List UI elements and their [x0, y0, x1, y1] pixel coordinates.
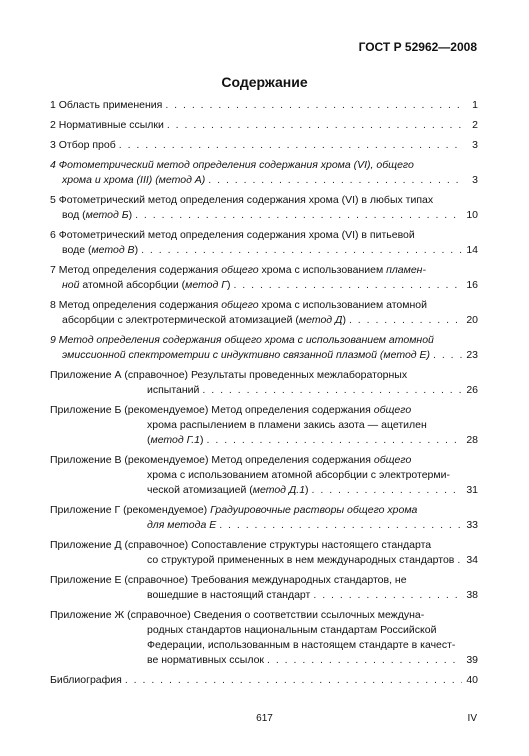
- toc-entry-line: [50, 503, 478, 518]
- toc-text-segment: 8 Метод определения содержания: [50, 299, 222, 311]
- toc-text-segment: Градуировочные растворы общего хрома: [210, 504, 418, 516]
- toc-text-segment: 4 Фотометрический метод определения содержания хрома (VI), общего: [50, 159, 414, 171]
- toc-entry-text: [50, 193, 433, 208]
- toc-text-segment: атомной абсорбции (: [79, 279, 186, 291]
- toc-text-segment: хрома и хрома (III) (метод А): [62, 174, 206, 186]
- toc-entry-line: [50, 348, 478, 363]
- toc-entry-text: [50, 503, 417, 518]
- toc-text-segment: метод Б: [85, 209, 129, 221]
- toc-entry-line: [50, 418, 478, 433]
- toc-entry-text: [50, 433, 204, 448]
- toc-entry-text: [50, 298, 427, 313]
- toc-entry[interactable]: [50, 503, 478, 533]
- toc-text-segment: ): [342, 314, 346, 326]
- toc-entry[interactable]: [50, 403, 478, 448]
- toc-text-segment: метод Д: [298, 314, 343, 326]
- toc-entry-text: [50, 553, 454, 568]
- toc-entry-text: [50, 368, 407, 383]
- toc-entry-text: [50, 278, 230, 293]
- toc-text-segment: родных стандартов национальным стандартам Российской: [147, 624, 437, 636]
- toc-entry-text: [50, 638, 455, 653]
- toc-text-segment: Приложение В (рекомендуемое) Метод определения содержания: [50, 454, 374, 466]
- toc-entry-line: [50, 228, 478, 243]
- toc-text-segment: 2 Нормативные ссылки: [50, 119, 164, 131]
- toc-entry-line: [50, 453, 478, 468]
- toc-entry-line: [50, 193, 478, 208]
- toc-entry-text: [50, 418, 427, 433]
- toc-entry[interactable]: [50, 538, 478, 568]
- dot-leader: [310, 588, 462, 603]
- toc-text-segment: метод Г: [185, 279, 227, 291]
- toc-entry-line: [50, 158, 478, 173]
- toc-text-segment: общего: [373, 404, 412, 416]
- page-title: Содержание: [221, 74, 308, 90]
- dot-leader: [216, 518, 462, 533]
- toc-text-segment: Приложение Е (справочное) Требования международных стандартов, не: [50, 574, 407, 586]
- toc-entry[interactable]: [50, 453, 478, 498]
- toc-text-segment: 7 Метод определения содержания: [50, 264, 222, 276]
- toc-entry-line: [50, 433, 478, 448]
- toc-entry-text: [50, 98, 162, 113]
- toc-entry-text: [50, 348, 430, 363]
- toc-entry[interactable]: [50, 368, 478, 398]
- toc-text-segment: общего: [221, 264, 259, 276]
- toc-entry-text: [50, 518, 216, 533]
- dot-leader: [346, 313, 462, 328]
- toc-text-segment: общего: [221, 299, 259, 311]
- toc-entry[interactable]: [50, 118, 478, 133]
- toc-page-number: 33: [466, 519, 478, 531]
- toc-entry-text: [50, 403, 411, 418]
- toc-text-segment: вод (: [62, 209, 86, 221]
- toc-entry-line: [50, 638, 478, 653]
- toc-text-segment: вошедшие в настоящий стандарт: [147, 589, 311, 601]
- toc-text-segment: Приложение Б (рекомендуемое) Метод определения содержания: [50, 404, 374, 416]
- toc-entry-text: [50, 243, 138, 258]
- toc-entry-line: [50, 313, 478, 328]
- toc-page-number: 40: [466, 674, 478, 686]
- toc-text-segment: метод Д.1: [252, 484, 306, 496]
- dot-leader: [162, 98, 462, 113]
- toc-text-segment: абсорбции с электротермической атомизацией (: [62, 314, 299, 326]
- toc-entry-line: [50, 333, 478, 348]
- toc-page-number: 20: [466, 314, 478, 326]
- toc-entry-text: [50, 313, 346, 328]
- dot-leader: [309, 483, 462, 498]
- dot-leader: [164, 118, 462, 133]
- toc-text-segment: ной: [62, 279, 80, 291]
- toc-entry-line: [50, 118, 478, 133]
- toc-text-segment: хрома с использованием: [258, 264, 387, 276]
- toc-entry-line: [50, 538, 478, 553]
- dot-leader: [132, 208, 462, 223]
- toc-page-number: 10: [466, 209, 478, 221]
- toc-entry-line: [50, 98, 478, 113]
- table-of-contents: [50, 98, 478, 693]
- toc-entry-text: [50, 173, 205, 188]
- dot-leader: [116, 138, 462, 153]
- toc-page-number: 23: [466, 349, 478, 361]
- toc-text-segment: эмиссионной спектрометрии с индуктивно связанной плазмой (метод Е): [62, 349, 431, 361]
- toc-entry-line: [50, 673, 478, 688]
- dot-leader: [230, 278, 462, 293]
- dot-leader: [430, 348, 462, 363]
- toc-page-number: 14: [466, 244, 478, 256]
- toc-entry[interactable]: [50, 573, 478, 603]
- toc-text-segment: хрома распылением в пламени закись азота — ацетилен: [147, 419, 427, 431]
- toc-text-segment: 9 Метод определения содержания общего хрома с использованием атомной: [50, 334, 434, 346]
- toc-entry-text: [50, 383, 199, 398]
- toc-entry-text: [50, 138, 116, 153]
- toc-entry-line: [50, 298, 478, 313]
- toc-entry[interactable]: [50, 673, 478, 688]
- toc-text-segment: Приложение А (справочное) Результаты проведенных межлабораторных: [50, 369, 408, 381]
- toc-entry-text: [50, 453, 411, 468]
- toc-text-segment: для метода Е: [147, 519, 217, 531]
- toc-entry[interactable]: [50, 298, 478, 328]
- dot-leader: [454, 553, 462, 568]
- toc-entry-line: [50, 623, 478, 638]
- toc-text-segment: ): [305, 484, 309, 496]
- toc-entry-line: [50, 368, 478, 383]
- toc-text-segment: ): [226, 279, 231, 291]
- toc-entry-text: [50, 208, 132, 223]
- toc-page-number: 26: [466, 384, 478, 396]
- toc-entry-text: [50, 118, 164, 133]
- toc-text-segment: со структурой примененных в нем международных стандартов: [147, 554, 455, 566]
- toc-entry-text: [50, 538, 431, 553]
- toc-entry-line: [50, 483, 478, 498]
- toc-text-segment: Приложение Г (рекомендуемое): [50, 504, 211, 516]
- toc-text-segment: хрома с использованием атомной абсорбции с электротерми-: [147, 469, 450, 481]
- toc-entry-line: [50, 243, 478, 258]
- toc-page-number: 39: [466, 654, 478, 666]
- toc-entry-text: [50, 673, 122, 688]
- toc-entry-text: [50, 333, 434, 348]
- toc-entry-text: [50, 623, 436, 638]
- toc-text-segment: Библиография: [50, 674, 122, 686]
- toc-entry[interactable]: [50, 228, 478, 258]
- toc-text-segment: Федерации, использованным в настоящем стандарте в качест-: [147, 639, 456, 651]
- toc-page-number: 16: [466, 279, 478, 291]
- toc-entry-line: [50, 278, 478, 293]
- toc-entry-text: [50, 263, 426, 278]
- toc-entry[interactable]: [50, 98, 478, 113]
- toc-text-segment: 1 Область применения: [50, 99, 163, 111]
- toc-text-segment: общего: [373, 454, 412, 466]
- page-number: 617: [256, 713, 273, 724]
- toc-text-segment: 6 Фотометрический метод определения содержания хрома (VI) в питьевой: [50, 229, 415, 241]
- toc-text-segment: 3 Отбор проб: [50, 139, 116, 151]
- toc-entry-line: [50, 263, 478, 278]
- toc-entry[interactable]: [50, 333, 478, 363]
- toc-entry-line: [50, 468, 478, 483]
- toc-entry-line: [50, 573, 478, 588]
- toc-entry-text: [50, 608, 424, 623]
- toc-entry-text: [50, 588, 310, 603]
- toc-text-segment: пламен-: [386, 264, 426, 276]
- toc-text-segment: метод Г.1: [150, 434, 201, 446]
- toc-page-number: 2: [472, 119, 478, 131]
- toc-text-segment: метод В: [91, 244, 135, 256]
- roman-page-number: IV: [467, 713, 477, 724]
- dot-leader: [138, 243, 462, 258]
- toc-page-number: 3: [472, 139, 478, 151]
- toc-entry-text: [50, 573, 407, 588]
- toc-entry-text: [50, 228, 415, 243]
- toc-text-segment: испытаний: [147, 384, 200, 396]
- toc-text-segment: ): [200, 434, 204, 446]
- toc-page-number: 28: [466, 434, 478, 446]
- toc-entry-line: [50, 138, 478, 153]
- toc-entry[interactable]: [50, 158, 478, 188]
- dot-leader: [264, 653, 462, 668]
- dot-leader: [204, 433, 462, 448]
- toc-entry[interactable]: [50, 193, 478, 223]
- toc-entry-text: [50, 483, 309, 498]
- toc-text-segment: ческой атомизацией (: [147, 484, 253, 496]
- toc-text-segment: хрома с использованием атомной: [258, 299, 427, 311]
- standard-number: ГОСТ Р 52962—2008: [358, 40, 477, 54]
- toc-entry-text: [50, 158, 414, 173]
- toc-text-segment: 5 Фотометрический метод определения содержания хрома (VI) в любых типах: [50, 194, 434, 206]
- toc-entry-line: [50, 208, 478, 223]
- toc-entry-text: [50, 468, 450, 483]
- dot-leader: [205, 173, 462, 188]
- toc-text-segment: Приложение Д (справочное) Сопоставление структуры настоящего стандарта: [50, 539, 432, 551]
- toc-entry-line: [50, 588, 478, 603]
- toc-entry-text: [50, 653, 264, 668]
- toc-entry[interactable]: [50, 263, 478, 293]
- dot-leader: [199, 383, 462, 398]
- toc-page-number: 1: [472, 99, 478, 111]
- dot-leader: [122, 673, 462, 688]
- toc-entry-line: [50, 553, 478, 568]
- toc-text-segment: ): [128, 209, 133, 221]
- toc-page-number: 3: [472, 174, 478, 186]
- toc-page-number: 34: [466, 554, 478, 566]
- toc-entry[interactable]: [50, 138, 478, 153]
- toc-entry-line: [50, 653, 478, 668]
- toc-text-segment: (: [147, 434, 151, 446]
- toc-entry-line: [50, 518, 478, 533]
- toc-text-segment: ): [134, 244, 139, 256]
- toc-text-segment: ве нормативных ссылок: [147, 654, 265, 666]
- toc-entry-line: [50, 383, 478, 398]
- toc-entry-line: [50, 173, 478, 188]
- toc-entry-line: [50, 403, 478, 418]
- toc-text-segment: воде (: [62, 244, 92, 256]
- toc-text-segment: Приложение Ж (справочное) Сведения о соответствии ссылочных междуна-: [50, 609, 425, 621]
- toc-page-number: 31: [466, 484, 478, 496]
- toc-entry[interactable]: [50, 608, 478, 668]
- toc-entry-line: [50, 608, 478, 623]
- toc-page-number: 38: [466, 589, 478, 601]
